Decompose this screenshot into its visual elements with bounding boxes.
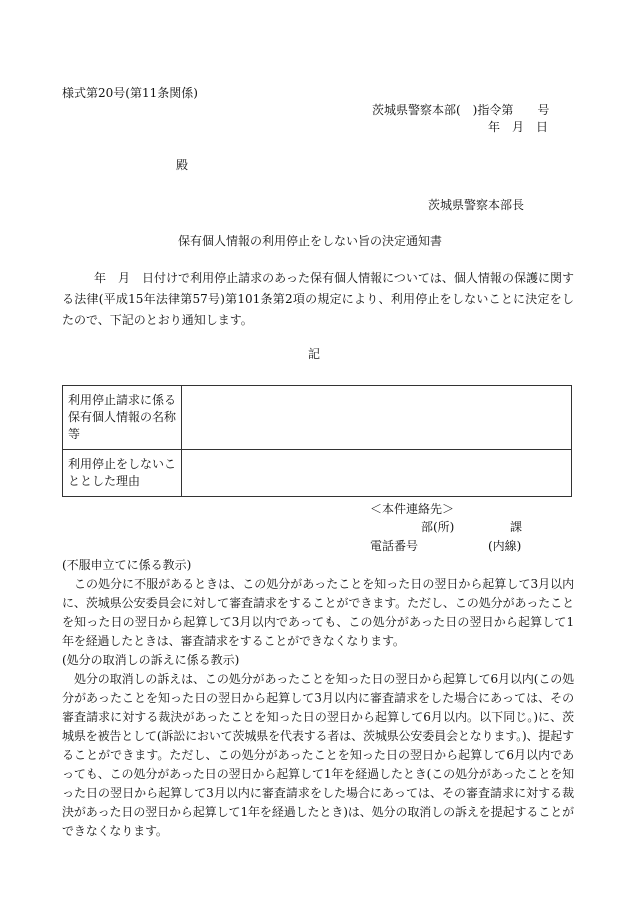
info-table bbox=[62, 385, 572, 497]
signer: 茨城県警察本部長 bbox=[428, 198, 525, 212]
objection-notice bbox=[62, 556, 574, 651]
issuer-line: 茨城県警察本部( )指令第 号 bbox=[372, 103, 550, 117]
table-row bbox=[63, 450, 572, 497]
table-row-label: 利用停止請求に係る保有個人情報の名称等 bbox=[63, 386, 182, 450]
table-row bbox=[63, 386, 572, 450]
contact-section: 課 bbox=[510, 520, 523, 534]
addressee: 殿 bbox=[176, 158, 189, 172]
revocation-notice bbox=[62, 651, 574, 841]
intro-paragraph: 年 月 日付けで利用停止請求のあった保有個人情報については、個人情報の保護に関する法律(平成15年法律第57号)第101条第2項の規定により、利用停止をしないことに決定をしたので、下記のとおり通知します。 bbox=[62, 271, 574, 327]
objection-heading: (不服申立てに係る教示) bbox=[62, 558, 192, 572]
contact-extension: (内線) bbox=[488, 539, 522, 553]
revocation-body: 処分の取消しの訴えは、この処分があったことを知った日の翌日から起算して6月以内(この処分があったことを知った日の翌日から起算して3月以内に審査請求をした場合にあっては、その審査請求に対する裁決があったことを知った日の翌日から起算して6月以内。以下同じ。)に、茨城県を被告として(訴訟において茨城県を代表する者は、茨城県公安委員会となります。)、提起することができます。ただし、この処分があったことを知った日の翌日から起算して6月以内であっても、この処分があった日の翌日から起算して1年を経過したとき(この処分があったことを知った日の翌日から起算して3月以内に審査請求をした場合にあっては、その審査請求に対する裁決があった日の翌日から起算して1年を経過したとき)は、処分の取消しの訴えを提起することができなくなります。 bbox=[62, 672, 574, 838]
document-title: 保有個人情報の利用停止をしない旨の決定通知書 bbox=[178, 234, 443, 248]
table-row-value bbox=[182, 386, 572, 450]
objection-body: この処分に不服があるときは、この処分があったことを知った日の翌日から起算して3月以内に、茨城県公安委員会に対して審査請求をすることができます。ただし、この処分があったことを知った日の翌日から起算して3月以内であっても、この処分があった日の翌日から起算して1年を経過したときは、審査請求をすることができなくなります。 bbox=[62, 577, 574, 648]
table-row-label: 利用停止をしないこととした理由 bbox=[63, 450, 182, 497]
form-number: 様式第20号(第11条関係) bbox=[62, 86, 198, 100]
revocation-heading: (処分の取消しの訴えに係る教示) bbox=[62, 653, 240, 667]
table-row-value bbox=[182, 450, 572, 497]
date-line: 年 月 日 bbox=[488, 120, 549, 134]
contact-dept: 部(所) bbox=[421, 520, 455, 534]
ki-marker: 記 bbox=[308, 347, 321, 361]
contact-phone: 電話番号 bbox=[370, 539, 419, 553]
contact-title: ＜本件連絡先＞ bbox=[370, 502, 455, 516]
